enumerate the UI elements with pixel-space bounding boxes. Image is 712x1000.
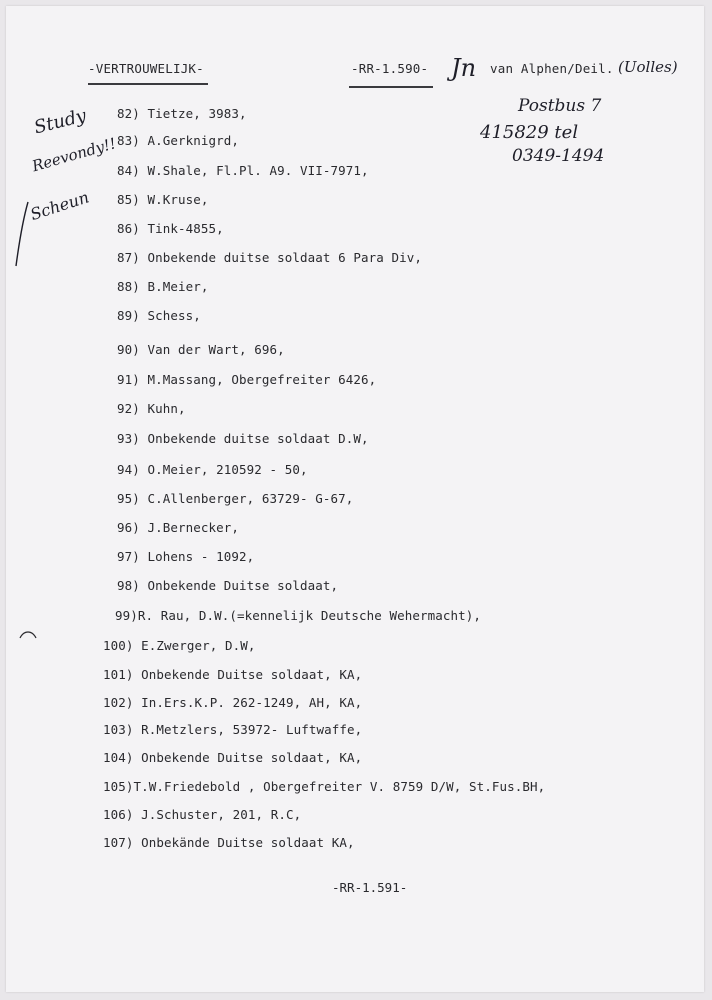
entry-row <box>117 342 285 357</box>
entry-number: 87) <box>117 250 140 265</box>
entry-row <box>103 750 362 765</box>
entry-text: Onbekende duitse soldaat 6 Para Div, <box>147 250 423 265</box>
entry-number: 101) <box>103 667 134 682</box>
confidential-label: -VERTROUWELIJK- <box>88 61 204 76</box>
entry-row <box>117 549 254 564</box>
entry-row <box>117 221 224 236</box>
entry-row <box>117 491 353 506</box>
entry-number: 83) <box>117 133 140 148</box>
entry-row <box>117 106 247 121</box>
entry-number: 90) <box>117 342 140 357</box>
entry-row <box>117 462 308 477</box>
entry-row <box>117 372 376 387</box>
entry-number: 95) <box>117 491 140 506</box>
entry-row <box>117 308 201 323</box>
handwritten-margin-line3: Scheun <box>28 187 92 225</box>
entry-row <box>103 695 362 710</box>
entry-number: 102) <box>103 695 134 710</box>
handwritten-address-line2: 415829 tel <box>480 122 579 143</box>
entry-text: B.Meier, <box>147 279 209 294</box>
entry-number: 97) <box>117 549 140 564</box>
entry-text: J.Schuster, 201, R.C, <box>141 807 302 822</box>
entry-text: Onbekende duitse soldaat D.W, <box>147 431 369 446</box>
entry-text: R.Metzlers, 53972- Luftwaffe, <box>141 722 363 737</box>
handwritten-margin-line1: Study <box>32 105 89 139</box>
reference-number: -RR-1.590- <box>351 61 429 76</box>
handwritten-address-line3: 0349-1494 <box>512 146 605 166</box>
entry-row <box>115 608 481 623</box>
entry-number: 96) <box>117 520 140 535</box>
entry-row <box>103 779 545 794</box>
entry-number: 105) <box>103 779 134 794</box>
entry-text: Schess, <box>147 308 201 323</box>
entry-number: 91) <box>117 372 140 387</box>
entry-number: 92) <box>117 401 140 416</box>
entry-number: 86) <box>117 221 140 236</box>
footer-reference-number: -RR-1.591- <box>332 880 408 895</box>
entry-text: Kuhn, <box>147 401 186 416</box>
entry-row <box>117 578 338 593</box>
entry-row <box>117 163 369 178</box>
entry-number: 89) <box>117 308 140 323</box>
entry-number: 88) <box>117 279 140 294</box>
entry-text: W.Shale, Fl.Pl. A9. VII-7971, <box>147 163 369 178</box>
entry-row <box>117 279 209 294</box>
entry-number: 94) <box>117 462 140 477</box>
entry-row <box>117 133 239 148</box>
handwritten-margin-line2: Reevondy!! <box>30 134 118 176</box>
handwritten-address-line1: Postbus 7 <box>518 96 602 116</box>
entry-text: J.Bernecker, <box>147 520 240 535</box>
entry-text: Onbekende Duitse soldaat, KA, <box>141 750 363 765</box>
document-page <box>6 6 704 992</box>
entry-text: E.Zwerger, D.W, <box>141 638 256 653</box>
entry-text: W.Kruse, <box>147 192 209 207</box>
entry-text: R. Rau, D.W.(=kennelijk Deutsche Wehermacht), <box>137 608 482 623</box>
entry-text: Tink-4855, <box>147 221 224 236</box>
entry-text: M.Massang, Obergefreiter 6426, <box>147 372 377 387</box>
entry-text: Van der Wart, 696, <box>147 342 285 357</box>
entry-text: Onbekende Duitse soldaat, KA, <box>141 667 363 682</box>
entry-text: Onbekende Duitse soldaat, <box>147 578 339 593</box>
entry-number: 100) <box>103 638 134 653</box>
entry-number: 82) <box>117 106 140 121</box>
entry-row <box>117 250 422 265</box>
entry-row <box>117 192 209 207</box>
entry-number: 93) <box>117 431 140 446</box>
entry-number: 104) <box>103 750 134 765</box>
entry-number: 106) <box>103 807 134 822</box>
entry-row <box>117 431 369 446</box>
entry-row <box>103 807 301 822</box>
entry-row <box>103 835 355 850</box>
entry-row <box>117 401 186 416</box>
entry-row <box>117 520 239 535</box>
entry-text: T.W.Friedebold , Obergefreiter V. 8759 D/W, St.Fus.BH, <box>133 779 546 794</box>
entry-text: O.Meier, 210592 - 50, <box>147 462 308 477</box>
entry-text: C.Allenberger, 63729- G-67, <box>147 491 354 506</box>
entry-row <box>103 722 362 737</box>
entry-number: 98) <box>117 578 140 593</box>
entry-row <box>103 638 256 653</box>
handwritten-paren-note: (Uolles) <box>618 58 678 76</box>
entry-number: 99) <box>115 608 138 623</box>
handwritten-initials: Jn <box>451 54 477 82</box>
entry-number: 84) <box>117 163 140 178</box>
entry-number: 107) <box>103 835 134 850</box>
entry-text: A.Gerknigrd, <box>147 133 240 148</box>
entry-text: Onbekände Duitse soldaat KA, <box>141 835 355 850</box>
entry-text: In.Ers.K.P. 262-1249, AH, KA, <box>141 695 363 710</box>
entry-number: 85) <box>117 192 140 207</box>
entry-number: 103) <box>103 722 134 737</box>
entry-text: Tietze, 3983, <box>147 106 247 121</box>
entry-row <box>103 667 362 682</box>
author-location: van Alphen/Deil. <box>490 61 614 76</box>
entry-text: Lohens - 1092, <box>147 549 255 564</box>
